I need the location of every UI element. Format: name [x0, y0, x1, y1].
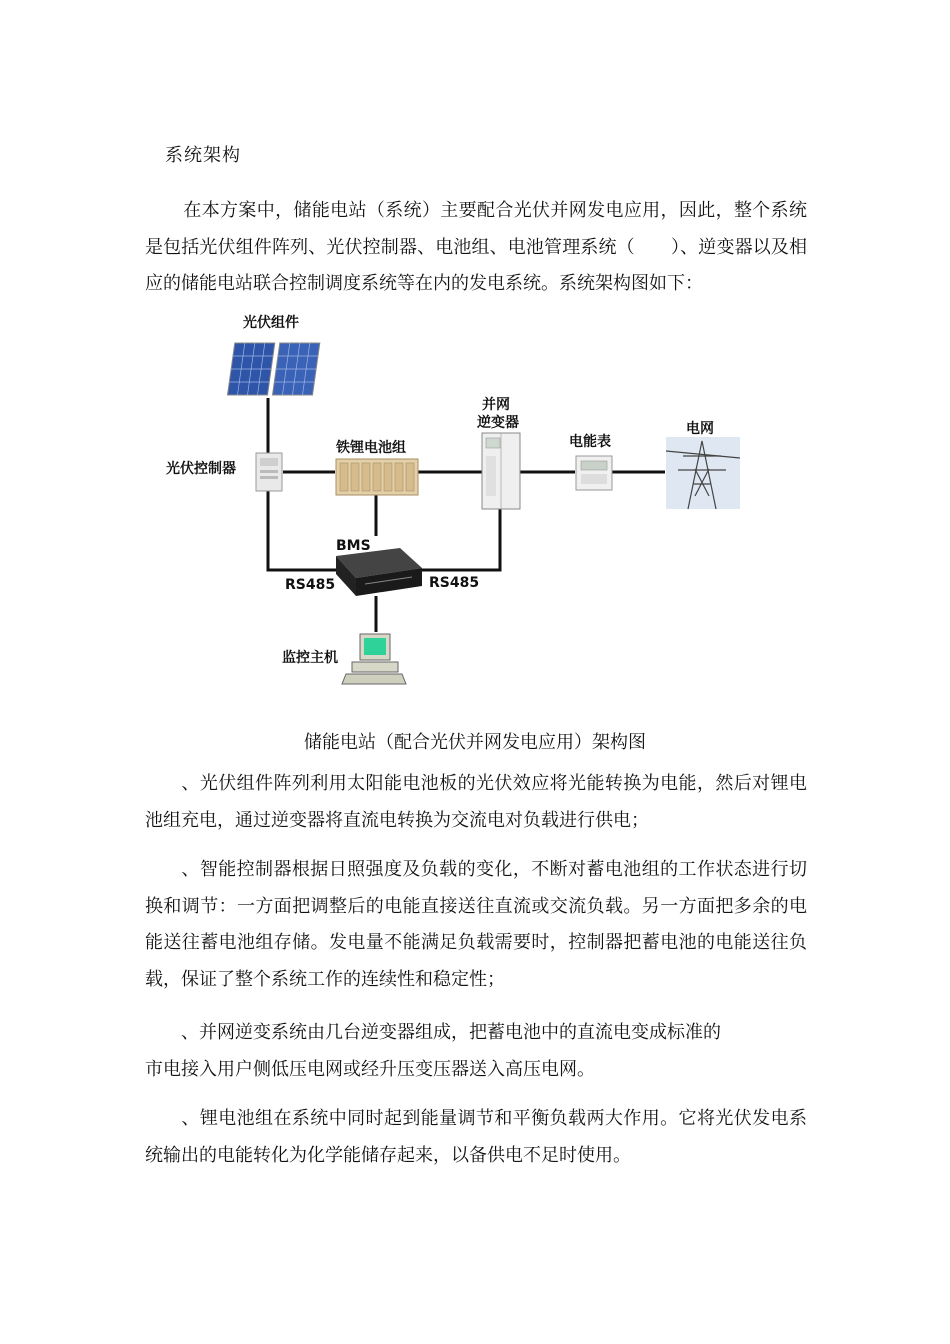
label-bms: BMS [336, 538, 371, 554]
bms-device-icon [336, 548, 422, 596]
battery-pack-icon [336, 459, 418, 495]
label-pv-controller: 光伏控制器 [166, 461, 236, 477]
label-rs485-left: RS485 [285, 577, 336, 593]
energy-meter-icon [576, 456, 612, 490]
diagram-caption: 储能电站（配合光伏并网发电应用）架构图 [304, 732, 646, 753]
label-inverter-line1: 并网 [482, 397, 510, 413]
bullet-text-3-line2: 市电接入用户侧低压电网或经升压变压器送入高压电网。 [145, 1058, 595, 1080]
pv-controller-icon [256, 453, 282, 491]
bullet-text-4: 、锂电池组在系统中同时起到能量调节和平衡负载两大作用。它将光伏发电系统输出的电能转化为化学能储存起来，以备供电不足时使用。 [145, 1108, 807, 1166]
label-battery: 铁锂电池组 [336, 440, 406, 456]
line-controller-to-bms [268, 491, 340, 570]
pv-module-icon [227, 343, 319, 395]
bullet-paragraph-3 [145, 1015, 807, 1088]
bullet-paragraph-4 [145, 1101, 807, 1174]
inverter-cabinet-icon [482, 433, 520, 509]
section-heading: 系统架构 [165, 145, 241, 166]
grid-tower-icon [666, 437, 740, 509]
label-pv-module: 光伏组件 [243, 315, 299, 331]
bullet-text-3-line1: 、并网逆变系统由几台逆变器组成，把蓄电池中的直流电变成标准的 [181, 1022, 721, 1043]
monitor-computer-icon [342, 634, 406, 684]
label-meter: 电能表 [569, 434, 611, 450]
system-architecture-diagram [150, 306, 770, 706]
bullet-paragraph-2 [145, 852, 807, 998]
line-inverter-to-bms [420, 506, 500, 570]
bullet-text-1: 、光伏组件阵列利用太阳能电池板的光伏效应将光能转换为电能，然后对锂电池组充电，通过逆变器将直流电转换为交流电对负载进行供电； [145, 773, 807, 831]
label-grid: 电网 [686, 421, 714, 437]
intro-paragraph [145, 193, 807, 303]
label-inverter-line2: 逆变器 [477, 415, 519, 431]
label-rs485-right: RS485 [429, 575, 480, 591]
bullet-text-2: 、智能控制器根据日照强度及负载的变化，不断对蓄电池组的工作状态进行切换和调节：一方面把调整后的电能直接送往直流或交流负载。另一方面把多余的电能送往蓄电池组存储。发电量不能满足负载需要时，控制器把蓄电池的电能送往负载，保证了整个系统工作的连续性和稳定性； [145, 859, 807, 990]
bullet-paragraph-1 [145, 766, 807, 839]
label-monitor: 监控主机 [282, 650, 338, 666]
intro-text: 在本方案中，储能电站（系统）主要配合光伏并网发电应用，因此，整个系统是包括光伏组件阵列、光伏控制器、电池组、电池管理系统（ ）、逆变器以及相应的储能电站联合控制调度系统等在内的发电系统。系统架构图如下： [145, 200, 807, 294]
